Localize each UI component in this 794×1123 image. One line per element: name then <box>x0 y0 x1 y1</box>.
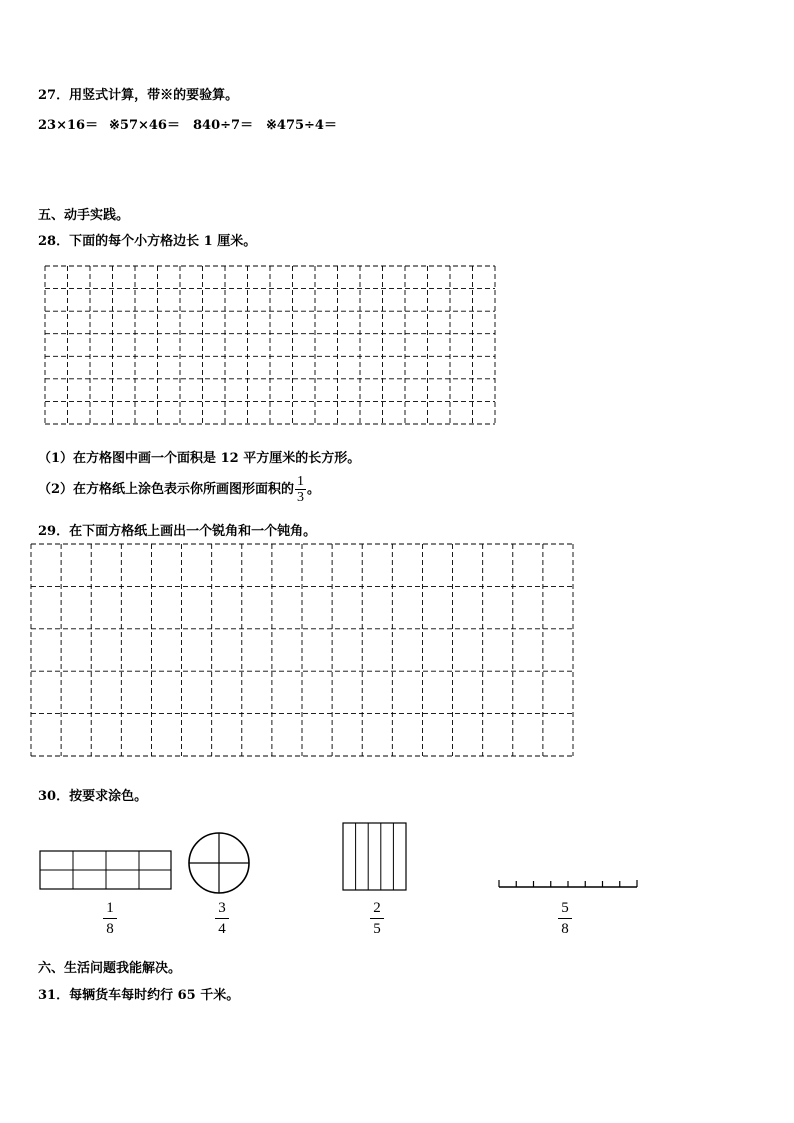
calc-item-3: 840÷7＝ <box>193 118 254 133</box>
segment-8-parts-figure[interactable] <box>497 876 639 890</box>
q28-title: 28．下面的每个小方格边长 1 厘米。 <box>38 234 257 249</box>
q28-sub2-fraction <box>295 474 306 505</box>
section-5-heading: 五、动手实践。 <box>38 208 130 223</box>
fraction-1-8 <box>100 900 120 937</box>
fraction-denominator: 8 <box>561 921 569 937</box>
fraction-numerator: 1 <box>106 900 114 916</box>
fraction-numerator: 3 <box>218 900 226 916</box>
rectangle-5-strips-figure[interactable] <box>342 822 408 892</box>
q28-sub1: （1）在方格图中画一个面积是 12 平方厘米的长方形。 <box>38 451 361 466</box>
fraction-5-8 <box>555 900 575 937</box>
fraction-3-4 <box>212 900 232 937</box>
rectangle-8-parts-figure[interactable] <box>39 850 173 891</box>
q29-title: 29．在下面方格纸上画出一个锐角和一个钝角。 <box>38 524 317 539</box>
q29-grid[interactable] <box>30 543 574 757</box>
q31-title: 31．每辆货车每时约行 65 千米。 <box>38 988 240 1003</box>
fraction-denominator: 3 <box>297 490 305 505</box>
section-6-heading: 六、生活问题我能解决。 <box>38 961 182 976</box>
fraction-numerator: 5 <box>561 900 569 916</box>
calc-item-1: 23×16＝ <box>38 118 99 133</box>
fraction-numerator: 1 <box>297 474 305 489</box>
fraction-numerator: 2 <box>373 900 381 916</box>
q27-title: 27．用竖式计算，带※的要验算。 <box>38 88 239 103</box>
fraction-2-5 <box>367 900 387 937</box>
q28-grid[interactable] <box>44 265 496 425</box>
calc-item-2: ※57×46＝ <box>109 118 180 133</box>
q28-sub2-end: 。 <box>307 482 321 497</box>
q28-sub2-text: （2）在方格纸上涂色表示你所画图形面积的 <box>38 482 295 497</box>
q30-title: 30．按要求涂色。 <box>38 789 148 804</box>
fraction-denominator: 5 <box>373 921 381 937</box>
fraction-denominator: 8 <box>106 921 114 937</box>
fraction-denominator: 4 <box>218 921 226 937</box>
q28-sub2 <box>38 474 320 505</box>
calc-item-4: ※475÷4＝ <box>266 118 337 133</box>
circle-4-parts-figure[interactable] <box>187 831 251 895</box>
